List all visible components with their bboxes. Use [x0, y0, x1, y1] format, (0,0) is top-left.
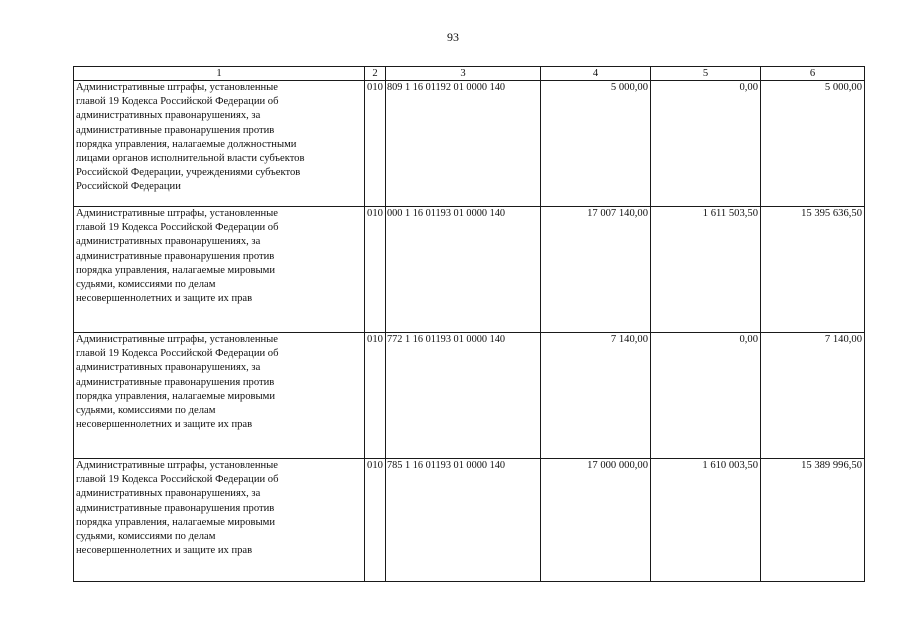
table-row [74, 333, 865, 459]
table-row [74, 207, 865, 333]
approved-amount-cell: 17 007 140,00 [541, 207, 651, 333]
column-header-1: 1 [74, 67, 365, 81]
unexecuted-amount-cell: 7 140,00 [761, 333, 865, 459]
column-header-5: 5 [651, 67, 761, 81]
line-code-cell: 010 [365, 333, 386, 459]
budget-code-cell: 772 1 16 01193 01 0000 140 [386, 333, 541, 459]
executed-amount-cell: 1 611 503,50 [651, 207, 761, 333]
table-header-row [74, 67, 865, 81]
column-header-3: 3 [386, 67, 541, 81]
line-code-cell: 010 [365, 207, 386, 333]
table-row [74, 459, 865, 582]
executed-amount-cell: 0,00 [651, 333, 761, 459]
unexecuted-amount-cell: 5 000,00 [761, 81, 865, 207]
income-name-cell: Административные штрафы, установленные главой 19 Кодекса Российской Федерации об административных правонарушениях, за административные правонарушения против порядка управления, налагаемые мировыми судьями, комиссиями по делам несовершеннолетних и защите их прав [74, 333, 365, 459]
line-code-cell: 010 [365, 459, 386, 582]
budget-execution-table [73, 66, 865, 582]
column-header-4: 4 [541, 67, 651, 81]
budget-code-cell: 785 1 16 01193 01 0000 140 [386, 459, 541, 582]
budget-code-cell: 000 1 16 01193 01 0000 140 [386, 207, 541, 333]
approved-amount-cell: 5 000,00 [541, 81, 651, 207]
budget-code-cell: 809 1 16 01192 01 0000 140 [386, 81, 541, 207]
table-row [74, 81, 865, 207]
column-header-6: 6 [761, 67, 865, 81]
executed-amount-cell: 0,00 [651, 81, 761, 207]
unexecuted-amount-cell: 15 395 636,50 [761, 207, 865, 333]
income-name-cell: Административные штрафы, установленные главой 19 Кодекса Российской Федерации об административных правонарушениях, за административные правонарушения против порядка управления, налагаемые мировыми судьями, комиссиями по делам несовершеннолетних и защите их прав [74, 459, 365, 582]
column-header-2: 2 [365, 67, 386, 81]
unexecuted-amount-cell: 15 389 996,50 [761, 459, 865, 582]
executed-amount-cell: 1 610 003,50 [651, 459, 761, 582]
line-code-cell: 010 [365, 81, 386, 207]
income-name-cell: Административные штрафы, установленные главой 19 Кодекса Российской Федерации об административных правонарушениях, за административные правонарушения против порядка управления, налагаемые должностными лицами органов исполнительной власти субъектов Российской Федерации, учреждениями субъектов Российской Федерации [74, 81, 365, 207]
approved-amount-cell: 7 140,00 [541, 333, 651, 459]
page-number: 93 [447, 30, 459, 44]
approved-amount-cell: 17 000 000,00 [541, 459, 651, 582]
income-name-cell: Административные штрафы, установленные главой 19 Кодекса Российской Федерации об административных правонарушениях, за административные правонарушения против порядка управления, налагаемые мировыми судьями, комиссиями по делам несовершеннолетних и защите их прав [74, 207, 365, 333]
